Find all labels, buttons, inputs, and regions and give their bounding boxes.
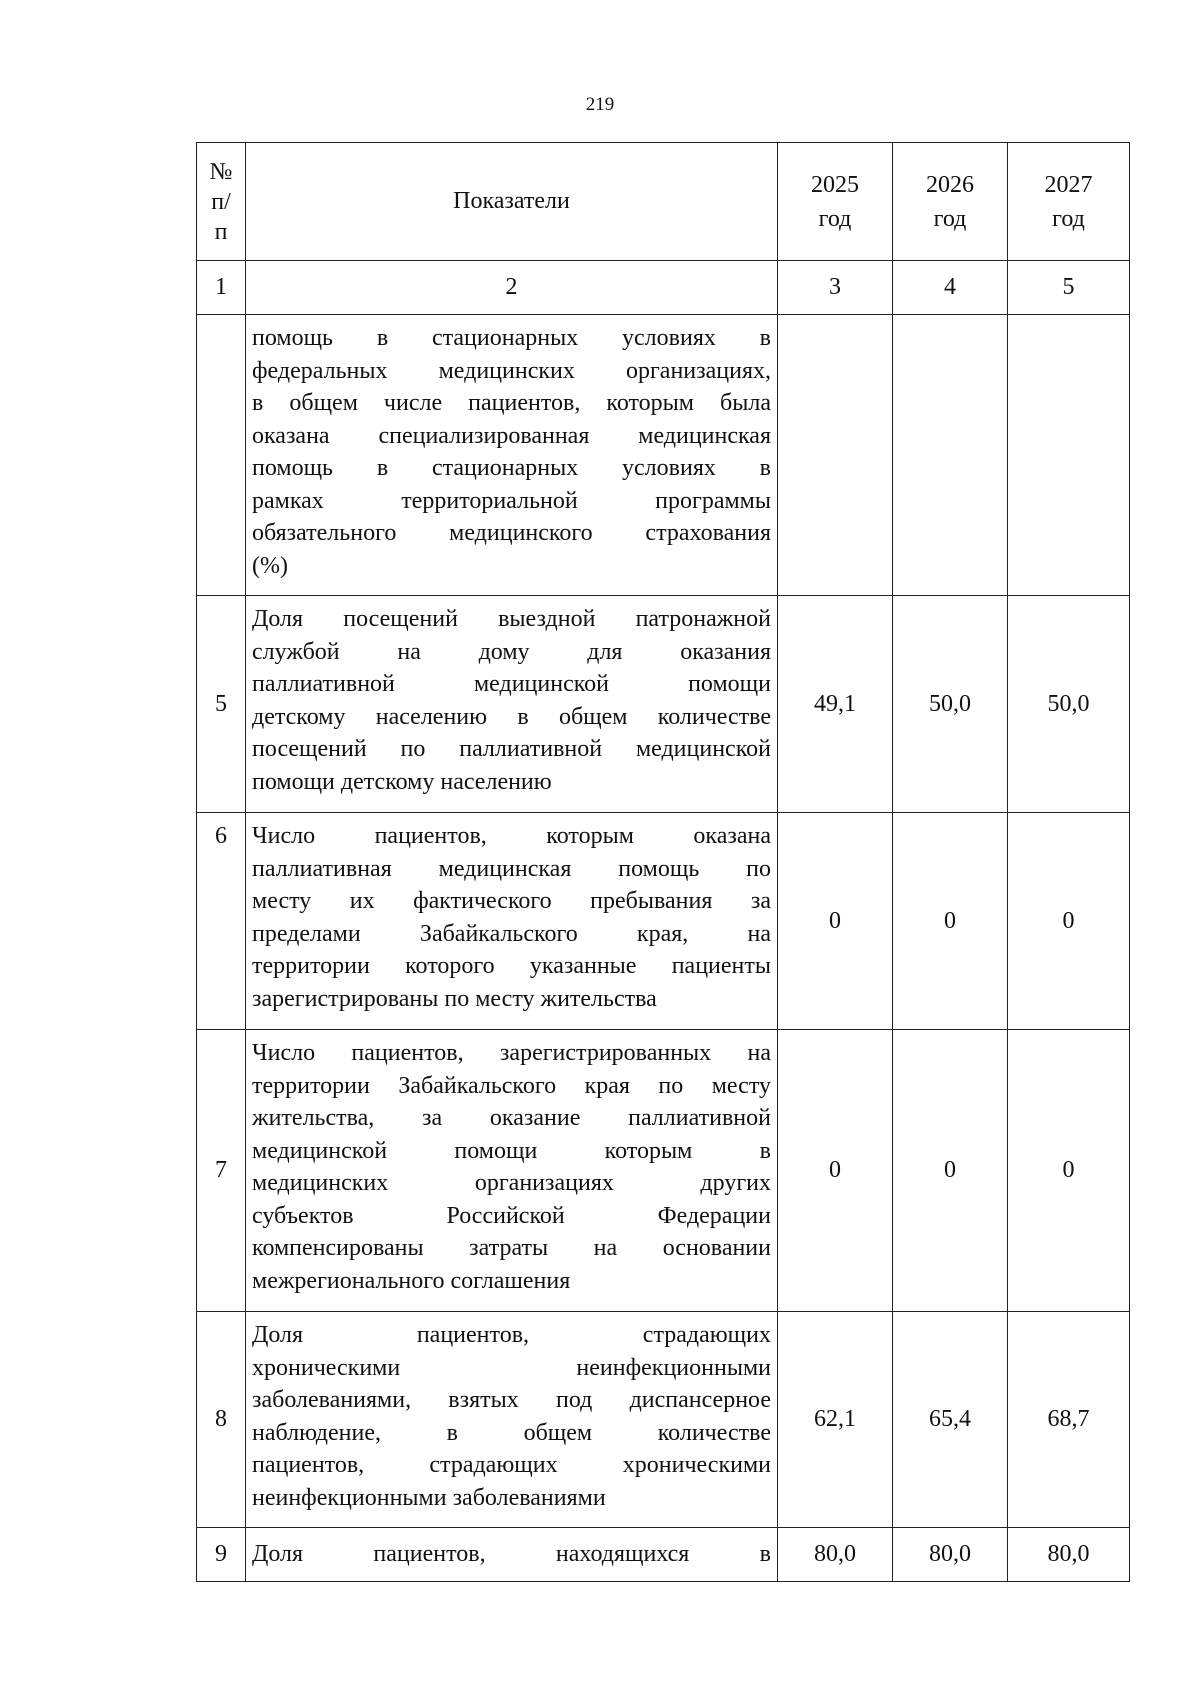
value-2027-cell: 0 [1008,813,1130,1030]
table-row [197,596,1130,813]
header-year-unit: год [933,205,967,232]
indicator-text-line: Доля посещений выездной патронажной [252,606,771,632]
indicator-text-line: медицинской помощи которым в [252,1137,771,1164]
indicator-text-cell [246,1030,778,1312]
indicator-text-line: жительства, за оказание паллиативной [252,1105,771,1131]
indicator-text-cell [246,1528,778,1582]
value-2027-cell: 80,0 [1008,1528,1130,1582]
indicator-text-line: компенсированы затраты на основании [252,1235,771,1261]
header-year-cell [893,143,1008,261]
value-2027-cell: 0 [1008,1030,1130,1312]
indicator-text-line: помощи детскому населению [252,768,552,795]
header-year: 2025 [811,171,859,198]
value-2027-cell: 50,0 [1008,596,1130,813]
value-2026-cell: 0 [893,1030,1008,1312]
indicator-text-line: рамках территориальной программы [252,487,771,514]
indicator-text-line: хроническими неинфекционными [252,1354,771,1381]
indicator-text-line: пациентов, страдающих хроническими [252,1452,771,1478]
row-number-cell: 5 [197,596,246,813]
indicator-text-line: паллиативной медицинской помощи [252,671,771,697]
indicator-text-line: пределами Забайкальского края, на [252,920,771,947]
table-row [197,1528,1130,1582]
indicator-text-line: федеральных медицинских организациях, [252,357,771,384]
indicator-text-line: Доля пациентов, находящихся в [252,1541,771,1568]
indicator-text-line: медицинских организациях других [252,1170,771,1196]
value-2025-cell: 0 [778,1030,893,1312]
indicator-text-line: субъектов Российской Федерации [252,1202,771,1229]
table-row [197,1312,1130,1528]
row-number-cell: 9 [197,1528,246,1582]
indicator-text-line: Число пациентов, зарегистрированных на [252,1040,771,1066]
indicator-text-line: службой на дому для оказания [252,638,771,665]
indicator-text-line: наблюдение, в общем количестве [252,1419,771,1446]
page-number: 219 [585,94,615,115]
row-number-cell [197,315,246,596]
indicators-table [196,142,1130,1582]
value-2027-cell [1008,315,1130,596]
indicator-text-line: (%) [252,552,288,579]
indicator-text-line: межрегионального соглашения [252,1267,571,1294]
indicator-text-line: зарегистрированы по месту жительства [252,985,657,1012]
column-number-row [197,261,1130,315]
indicator-text-line: Доля пациентов, страдающих [252,1322,771,1348]
header-year: 2026 [926,171,974,198]
value-2025-cell: 49,1 [778,596,893,813]
header-year-cell [778,143,893,261]
header-indicator-cell: Показатели [246,143,778,261]
indicator-text-line: помощь в стационарных условиях в [252,455,771,481]
indicator-text-line: обязательного медицинского страхования [252,520,771,546]
column-number-cell: 4 [893,261,1008,315]
header-year: 2027 [1044,171,1093,198]
value-2026-cell [893,315,1008,596]
value-2025-cell: 62,1 [778,1312,893,1528]
indicator-text-line: Число пациентов, которым оказана [252,823,771,849]
indicator-text-line: помощь в стационарных условиях в [252,325,771,351]
header-num-line: п [214,218,228,245]
value-2026-cell: 50,0 [893,596,1008,813]
table-row [197,315,1130,596]
indicator-text-line: в общем числе пациентов, которым была [252,390,771,416]
indicator-text-line: паллиативная медицинская помощь по [252,855,771,882]
column-number-cell: 1 [197,261,246,315]
value-2025-cell [778,315,893,596]
value-2026-cell: 65,4 [893,1312,1008,1528]
indicator-text-line: территории Забайкальского края по месту [252,1072,771,1099]
value-2026-cell: 80,0 [893,1528,1008,1582]
header-num-line: п/ [211,188,231,215]
value-2025-cell: 80,0 [778,1528,893,1582]
column-number-cell: 2 [246,261,778,315]
header-year-unit: год [818,205,852,232]
header-num-line: № [209,158,233,185]
header-num-cell [197,143,246,261]
value-2027-cell: 68,7 [1008,1312,1130,1528]
table-row [197,1030,1130,1312]
indicator-text-line: территории которого указанные пациенты [252,953,771,979]
value-2025-cell: 0 [778,813,893,1030]
indicator-text-cell [246,1312,778,1528]
indicator-text-line: месту их фактического пребывания за [252,888,771,914]
indicator-text-line: детскому населению в общем количестве [252,703,771,730]
row-number-cell: 6 [197,813,246,1030]
indicator-text-line: заболеваниями, взятых под диспансерное [252,1387,771,1413]
header-year-cell [1008,143,1130,261]
indicator-text-cell [246,596,778,813]
table-header-row [197,143,1130,261]
indicator-text-line: оказана специализированная медицинская [252,422,771,449]
column-number-cell: 5 [1008,261,1130,315]
column-number-cell: 3 [778,261,893,315]
indicator-text-cell [246,813,778,1030]
indicator-text-cell [246,315,778,596]
row-number-cell: 8 [197,1312,246,1528]
indicator-text-line: неинфекционными заболеваниями [252,1484,606,1511]
table-row [197,813,1130,1030]
value-2026-cell: 0 [893,813,1008,1030]
row-number-cell: 7 [197,1030,246,1312]
indicator-text-line: посещений по паллиативной медицинской [252,736,771,762]
header-year-unit: год [1052,205,1085,232]
